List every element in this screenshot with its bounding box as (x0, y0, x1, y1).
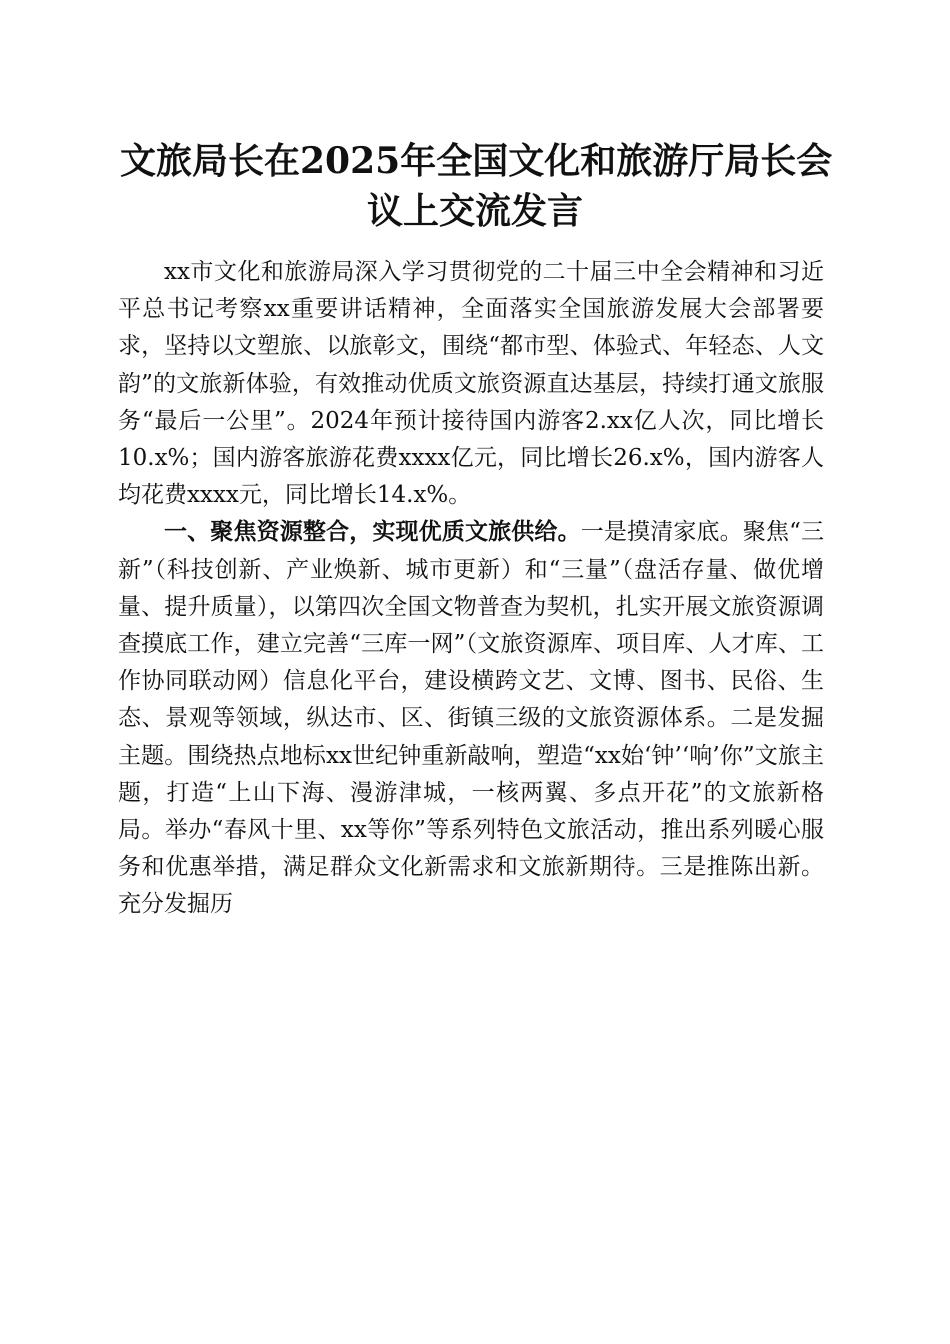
section-1-heading: 一、聚焦资源整合，实现优质文旅供给。 (164, 519, 581, 546)
section-1-paragraph (118, 514, 824, 923)
section-1-body: 一是摸清家底。聚焦“三新”（科技创新、产业焕新、城市更新）和“三量”（盘活存量、做优增量、提升质量），以第四次全国文物普查为契机，扎实开展文旅资源调查摸底工作，建立完善“三库一网”（文旅资源库、项目库、人才库、工作协同联动网）信息化平台，建设横跨文艺、文博、图书、民俗、生态、景观等领域，纵达市、区、街镇三级的文旅资源体系。二是发掘主题。围绕热点地标xx世纪钟重新敲响，塑造“xx始‘钟’‘响’你”文旅主题，打造“上山下海、漫游津城，一核两翼、多点开花”的文旅新格局。举办“春风十里、xx等你”等系列特色文旅活动，推出系列暖心服务和优惠举措，满足群众文化新需求和文旅新期待。三是推陈出新。充分发掘历 (118, 519, 825, 918)
title-line-2: 议上交流发言 (366, 190, 583, 232)
document-body (118, 254, 824, 924)
document-title (120, 136, 833, 236)
intro-paragraph: xx市文化和旅游局深入学习贯彻党的二十届三中全会精神和习近平总书记考察xx重要讲话精神，全面落实全国旅游发展大会部署要求，坚持以文塑旅、以旅彰文，围绕“都市型、体验式、年轻态、人文韵”的文旅新体验，有效推动优质文旅资源直达基层，持续打通文旅服务“最后一公里”。2024年预计接待国内游客2.xx亿人次，同比增长10.x%；国内游客旅游花费xxxx亿元，同比增长26.x%，国内游客人均花费xxxx元，同比增长14.x%。 (118, 259, 824, 509)
title-line-1: 文旅局长在2025年全国文化和旅游厅局长会 (120, 140, 833, 182)
